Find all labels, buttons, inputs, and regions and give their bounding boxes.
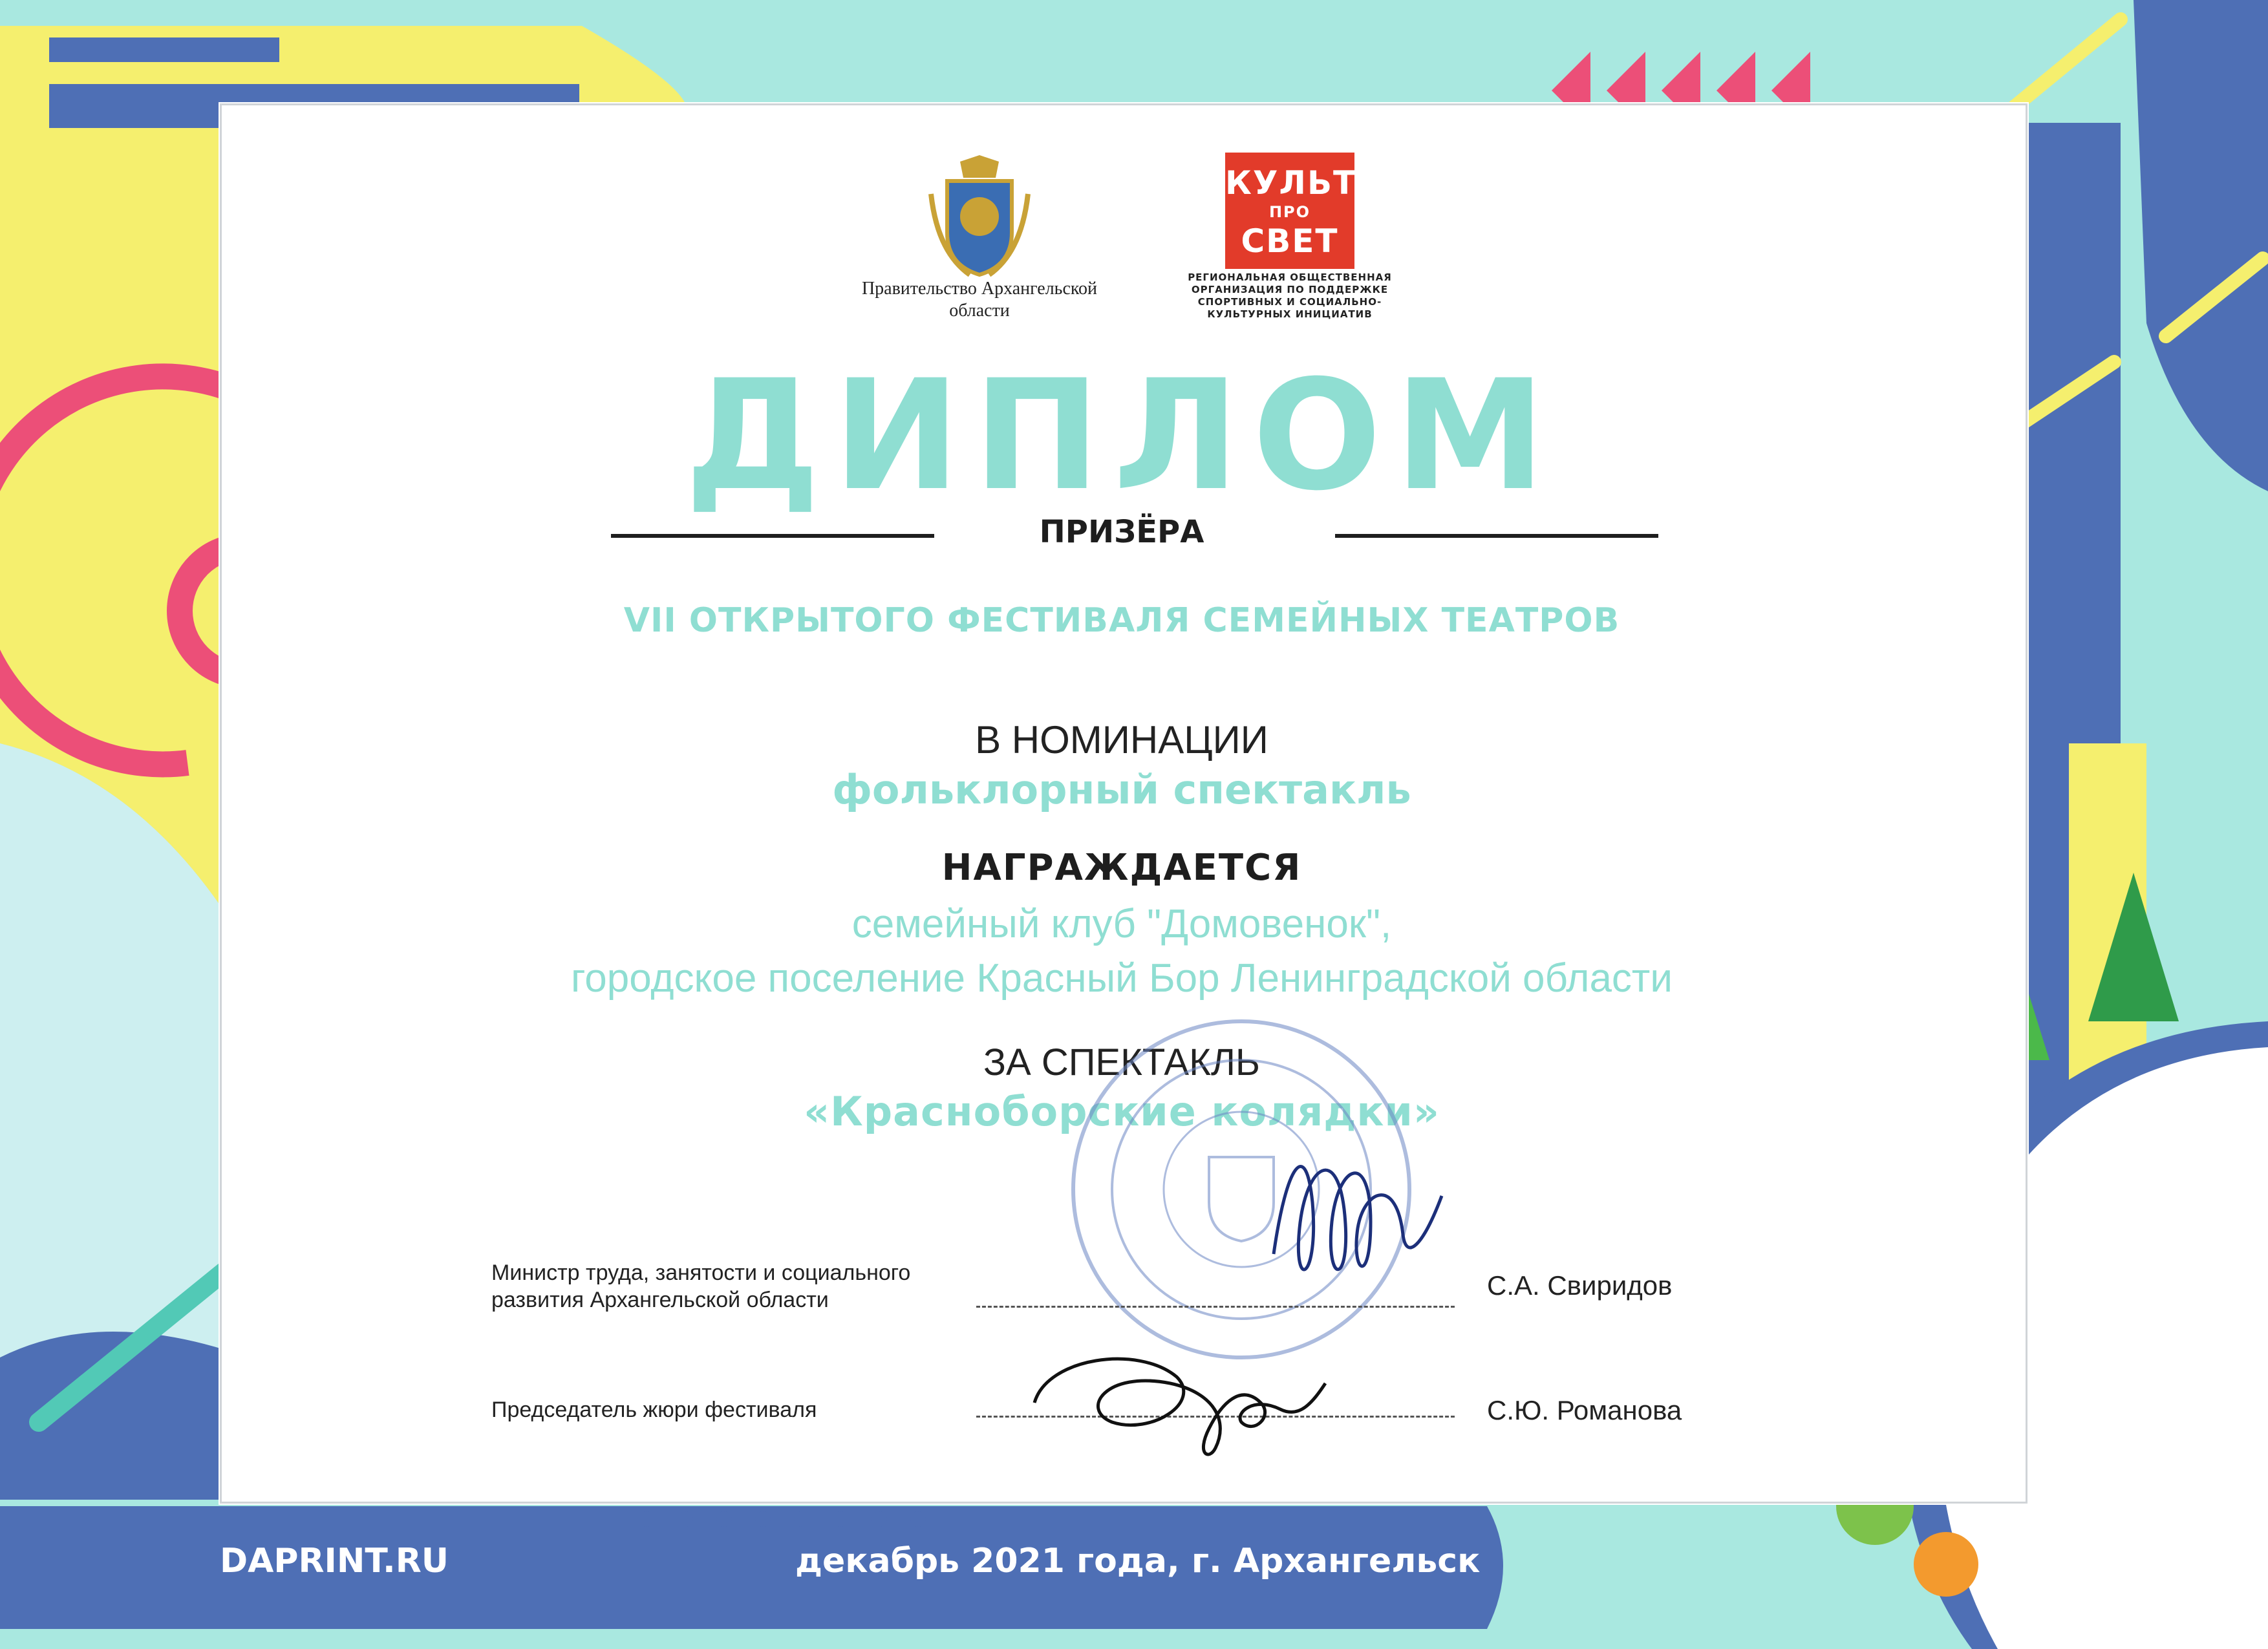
signer1-role-line2: развития Архангельской области: [491, 1288, 829, 1312]
play-title: «Красноборские колядки»: [804, 1088, 1440, 1135]
government-name: Правительство Архангельской области: [861, 279, 1098, 321]
recipient: [220, 897, 2024, 1006]
signature1: [1248, 1125, 1455, 1306]
kult-logo-line2: ПРО: [1268, 203, 1311, 221]
signer2-name: С.Ю. Романова: [1487, 1395, 1682, 1425]
kult-logo-line1: КУЛЬТ: [1225, 164, 1357, 202]
festival-name: VII ОТКРЫТОГО ФЕСТИВАЛЯ СЕМЕЙНЫХ ТЕАТРОВ: [623, 601, 1620, 640]
signature2: [1022, 1306, 1332, 1474]
signer1-role: [491, 1259, 910, 1314]
diploma-title: ДИПЛОМ: [685, 348, 1559, 524]
signer2-role: Председатель жюри фестиваля: [491, 1398, 817, 1422]
footer-website: DAPRINT.RU: [220, 1542, 449, 1580]
recipient-line1: семейный клуб "Домовенок",: [851, 902, 1392, 946]
play-label: ЗА СПЕКТАКЛЬ: [983, 1041, 1260, 1083]
diploma-subtitle: ПРИЗЁРА: [1039, 514, 1204, 550]
kult-logo-line3: СВЕТ: [1241, 222, 1339, 260]
awarded-label: НАГРАЖДАЕТСЯ: [941, 847, 1302, 889]
signer1-role-line1: Министр труда, занятости и социального: [491, 1261, 911, 1285]
kult-pro-svet-logo: [1225, 153, 1357, 269]
signer1-name: С.А. Свиридов: [1487, 1270, 1673, 1301]
nomination-label: В НОМИНАЦИИ: [975, 718, 1268, 761]
kult-org-name: РЕГИОНАЛЬНАЯ ОБЩЕСТВЕННАЯ ОРГАНИЗАЦИЯ ПО ПОДДЕРЖКЕ СПОРТИВНЫХ И СОЦИАЛЬНО-КУЛЬТУРНЫХ ИНИЦИАТИВ: [1188, 271, 1392, 320]
recipient-line2: городское поселение Красный Бор Ленинградской области: [571, 956, 1673, 1001]
nomination-value: фольклорный спектакль: [832, 766, 1411, 813]
footer-date-place: декабрь 2021 года, г. Архангельск: [795, 1542, 1481, 1580]
coat-of-arms-icon: [925, 155, 1034, 278]
